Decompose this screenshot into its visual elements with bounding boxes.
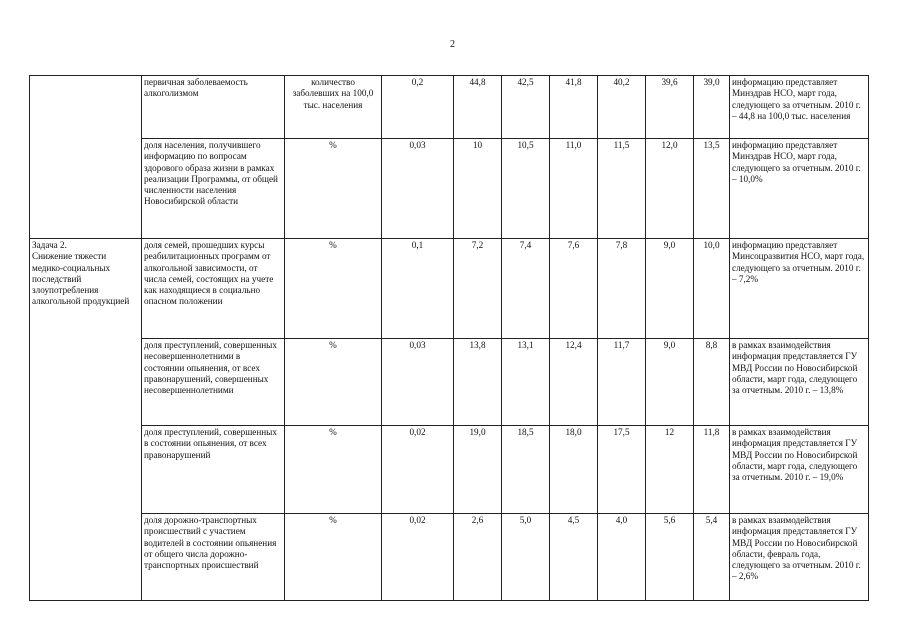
value-cell: 13,1 — [502, 339, 550, 426]
task-title-cell: Задача 2. Снижение тяжести медико-социальных последствий злоупотребления алкогольной продукцией — [30, 239, 142, 601]
value-cell: 13,8 — [454, 339, 502, 426]
value-cell: 44,8 — [454, 76, 502, 139]
value-cell: 0,1 — [382, 239, 454, 339]
value-cell: 0,2 — [382, 76, 454, 139]
indicator-cell: доля преступлений, совершенных несовершеннолетними в состоянии опьянения, от всех правонарушений, совершенных несовершеннолетними — [142, 339, 285, 426]
value-cell: 11,7 — [598, 339, 646, 426]
note-cell: в рамках взаимодействия информация представляется ГУ МВД России по Новосибирской области, март года, следующего за отчетным. 2010 г. – 13,8% — [730, 339, 869, 426]
value-cell: 12,4 — [550, 339, 598, 426]
unit-cell: % — [285, 239, 382, 339]
value-cell: 18,0 — [550, 426, 598, 514]
value-cell: 4,0 — [598, 514, 646, 601]
value-cell: 41,8 — [550, 76, 598, 139]
value-cell: 8,8 — [694, 339, 730, 426]
value-cell: 5,0 — [502, 514, 550, 601]
unit-cell: % — [285, 426, 382, 514]
value-cell: 17,5 — [598, 426, 646, 514]
value-cell: 13,5 — [694, 139, 730, 239]
value-cell: 7,4 — [502, 239, 550, 339]
table-row — [30, 339, 869, 426]
value-cell: 5,6 — [646, 514, 694, 601]
value-cell: 10 — [454, 139, 502, 239]
note-cell: в рамках взаимодействия информация представляется ГУ МВД России по Новосибирской области, февраль года, следующего за отчетным. 2010 г. – 2,6% — [730, 514, 869, 601]
value-cell: 7,8 — [598, 239, 646, 339]
value-cell: 9,0 — [646, 339, 694, 426]
task-cell-empty — [30, 76, 142, 239]
unit-cell: количество заболевших на 100,0 тыс. населения — [285, 76, 382, 139]
indicator-cell: доля дорожно-транспортных происшествий с участием водителей в состоянии опьянения от общего числа дорожно-транспортных происшествий — [142, 514, 285, 601]
unit-cell: % — [285, 514, 382, 601]
value-cell: 10,0 — [694, 239, 730, 339]
value-cell: 0,02 — [382, 426, 454, 514]
value-cell: 0,03 — [382, 339, 454, 426]
table-row — [30, 426, 869, 514]
value-cell: 19,0 — [454, 426, 502, 514]
note-cell: в рамках взаимодействия информация представляется ГУ МВД России по Новосибирской области, март года, следующего за отчетным. 2010 г. – 19,0% — [730, 426, 869, 514]
note-cell: информацию представляет Минсоцразвития НСО, март года, следующего за отчетным. 2010 г. – 7,2% — [730, 239, 869, 339]
indicator-cell: первичная заболеваемость алкоголизмом — [142, 76, 285, 139]
value-cell: 12,0 — [646, 139, 694, 239]
unit-cell: % — [285, 339, 382, 426]
value-cell: 2,6 — [454, 514, 502, 601]
table-row — [30, 139, 869, 239]
value-cell: 7,6 — [550, 239, 598, 339]
indicator-cell: доля преступлений, совершенных в состоянии опьянения, от всех правонарушений — [142, 426, 285, 514]
table-row — [30, 239, 869, 339]
value-cell: 39,6 — [646, 76, 694, 139]
table-row — [30, 514, 869, 601]
indicators-table — [29, 75, 869, 601]
unit-cell: % — [285, 139, 382, 239]
value-cell: 11,8 — [694, 426, 730, 514]
table-row — [30, 76, 869, 139]
value-cell: 39,0 — [694, 76, 730, 139]
value-cell: 10,5 — [502, 139, 550, 239]
value-cell: 5,4 — [694, 514, 730, 601]
value-cell: 0,02 — [382, 514, 454, 601]
indicator-cell: доля населения, получившего информацию по вопросам здорового образа жизни в рамках реализации Программы, от общей численности населения Новосибирской области — [142, 139, 285, 239]
value-cell: 4,5 — [550, 514, 598, 601]
note-cell: информацию представляет Минздрав НСО, март года, следующего за отчетным. 2010 г. – 44,8 на 100,0 тыс. населения — [730, 76, 869, 139]
indicator-cell: доля семей, прошедших курсы реабилитационных программ от алкогольной зависимости, от числа семей, состоящих на учете как находящиеся в социально опасном положении — [142, 239, 285, 339]
value-cell: 11,5 — [598, 139, 646, 239]
value-cell: 40,2 — [598, 76, 646, 139]
value-cell: 0,03 — [382, 139, 454, 239]
value-cell: 18,5 — [502, 426, 550, 514]
value-cell: 11,0 — [550, 139, 598, 239]
value-cell: 7,2 — [454, 239, 502, 339]
value-cell: 42,5 — [502, 76, 550, 139]
note-cell: информацию представляет Минздрав НСО, март года, следующего за отчетным. 2010 г. – 10,0% — [730, 139, 869, 239]
value-cell: 9,0 — [646, 239, 694, 339]
page-number: 2 — [450, 39, 455, 50]
value-cell: 12 — [646, 426, 694, 514]
